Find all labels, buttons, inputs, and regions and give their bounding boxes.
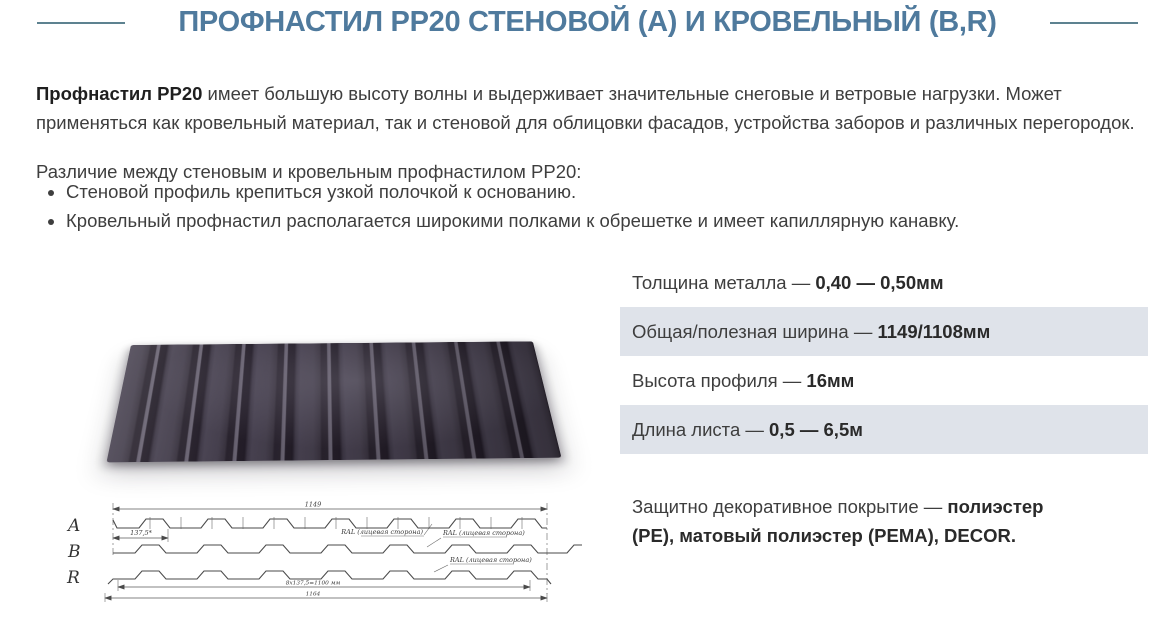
dim-pitch: 137,5*: [130, 529, 152, 537]
ral-leader: [434, 565, 448, 572]
difference-heading: Различие между стеновым и кровельным профнастилом РР20:: [36, 160, 582, 182]
ral-annotation: RAL (лицевая сторона): [450, 556, 532, 564]
profile-label-r: R: [67, 568, 80, 588]
spec-row-thickness: [620, 258, 1148, 307]
spec-label: Длина листа —: [632, 419, 770, 440]
difference-list: [44, 178, 1156, 235]
page-header: [0, 6, 1175, 39]
title-rule-right: [1050, 22, 1138, 24]
intro-paragraph: [36, 79, 1150, 137]
spec-row-height: [620, 356, 1148, 405]
page-title: ПРОФНАСТИЛ РР20 СТЕНОВОЙ (А) И КРОВЕЛЬНЫЙ (В,R): [178, 6, 997, 38]
dim-useful-width: 8х137,5=1100 мм: [285, 580, 341, 587]
spec-row-width: [620, 307, 1148, 356]
spec-row-length: [620, 405, 1148, 454]
spec-value: 0,5 — 6,5м: [769, 419, 863, 440]
ral-leader: [427, 538, 441, 547]
list-item: • Кровельный профнастил располагается широкими полками к обрешетке и имеет капиллярную канавку.: [66, 207, 1156, 236]
ral-annotation: RAL (лицевая сторона): [443, 529, 525, 537]
profile-drawing: [55, 498, 600, 638]
profile-label-b: B: [68, 542, 81, 562]
spec-value: 16мм: [806, 370, 855, 391]
intro-text: имеет большую высоту волны и выдерживает значительные снеговые и ветровые нагрузки. Может применяться как кровельный материал, так и стеновой для облицовки фасадов, устройства заборов и различных перегородок.: [36, 82, 1135, 133]
profile-a-section: [113, 519, 547, 528]
list-item: • Стеновой профиль крепиться узкой полочкой к основанию.: [66, 178, 1156, 207]
spec-value: 0,40 — 0,50мм: [815, 272, 944, 293]
intro-lead: Профнастил РР20: [36, 82, 203, 104]
spec-label: Толщина металла —: [632, 272, 816, 293]
product-image: [65, 266, 605, 484]
spec-value: 1149/1108мм: [877, 321, 991, 342]
profile-label-a: A: [68, 516, 81, 536]
spec-label: Защитно декоративное покрытие —: [632, 496, 948, 517]
ral-leader: [424, 524, 432, 535]
spec-label: Высота профиля —: [632, 370, 807, 391]
dim-overall-bottom: 1164: [305, 591, 321, 598]
title-rule-left: [37, 22, 125, 24]
ral-annotation: RAL (лицевая сторона): [341, 528, 423, 536]
spec-row-coating: [620, 482, 1148, 560]
profile-b-section: [113, 545, 582, 553]
corrugated-sheet-graphic: [106, 341, 561, 462]
spec-value: полиэстер (PE), матовый полиэстер (PEMA), DECOR.: [632, 496, 1044, 546]
dim-overall-top: 1149: [304, 500, 322, 509]
spec-label: Общая/полезная ширина —: [632, 321, 878, 342]
specs-list: [620, 258, 1148, 560]
